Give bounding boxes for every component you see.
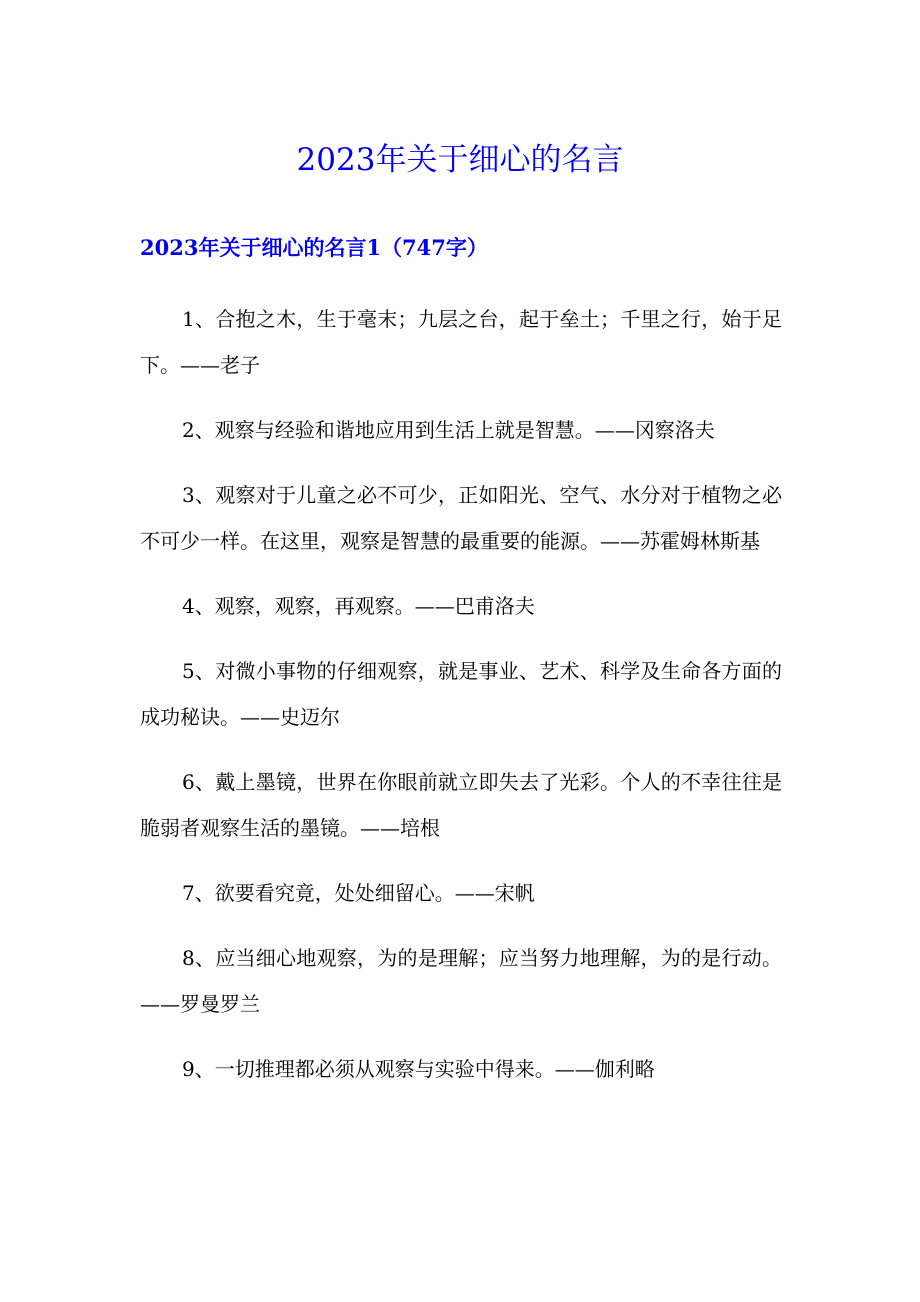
quote-item: 5、对微小事物的仔细观察，就是事业、艺术、科学及生命各方面的成功秘诀。——史迈尔	[140, 659, 782, 729]
document-title: 2023年关于细心的名言	[296, 142, 624, 178]
quote-list	[140, 296, 782, 1111]
quote-item: 4、观察，观察，再观察。——巴甫洛夫	[182, 594, 535, 618]
quote-item: 1、合抱之木，生于毫末；九层之台，起于垒土；千里之行，始于足下。——老子	[140, 307, 782, 377]
quote-item: 3、观察对于儿童之必不可少，正如阳光、空气、水分对于植物之必不可少一样。在这里，观察是智慧的最重要的能源。——苏霍姆林斯基	[140, 483, 782, 553]
quote-item: 7、欲要看究竟，处处细留心。——宋帆	[182, 881, 535, 905]
quote-item: 2、观察与经验和谐地应用到生活上就是智慧。——冈察洛夫	[182, 418, 715, 442]
quote-item: 9、一切推理都必须从观察与实验中得来。——伽利略	[182, 1057, 655, 1081]
section-heading: 2023年关于细心的名言1（747字）	[140, 235, 488, 260]
quote-item: 8、应当细心地观察，为的是理解；应当努力地理解，为的是行动。——罗曼罗兰	[140, 946, 782, 1016]
quote-item: 6、戴上墨镜，世界在你眼前就立即失去了光彩。个人的不幸往往是脆弱者观察生活的墨镜。——培根	[140, 770, 782, 840]
